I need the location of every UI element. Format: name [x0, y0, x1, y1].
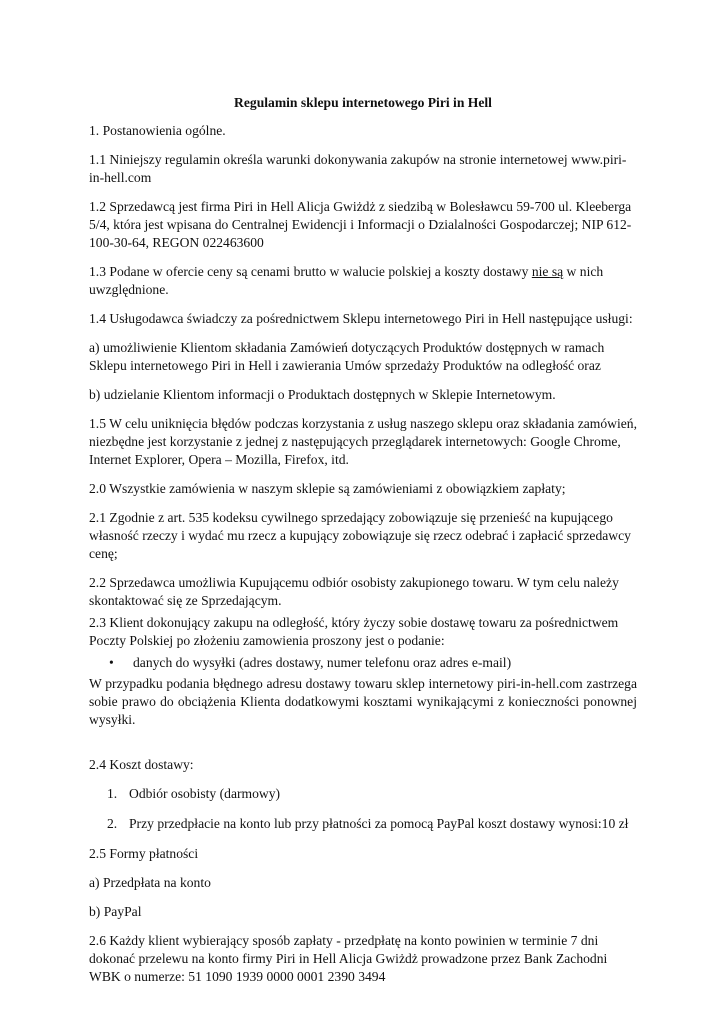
- paragraph-2-5-b: b) PayPal: [89, 904, 142, 919]
- list-item: [109, 654, 637, 672]
- paragraph-1-3: [89, 263, 637, 299]
- paragraph-1-3-text-end: w nich uwzględnione.: [89, 264, 604, 297]
- paragraph-2-4: 2.4 Koszt dostawy:: [89, 757, 194, 772]
- spacer: [89, 740, 637, 756]
- paragraph-2-3: 2.3 Klient dokonujący zakupu na odległość, który życzy sobie dostawę towaru za pośrednictwem Poczty Polskiej po złożeniu zamowienia proszony jest o podanie:: [89, 615, 619, 648]
- section-1-heading: 1. Postanowienia ogólne.: [89, 123, 226, 138]
- list-number: 2.: [107, 816, 118, 831]
- paragraph-1-4: 1.4 Usługodawca świadczy za pośrednictwem Sklepu internetowego Piri in Hell następujące usługi:: [89, 311, 633, 326]
- list-item-text: Odbiór osobisty (darmowy): [129, 786, 281, 801]
- list-item-text: Przy przedpłacie na konto lub przy płatności za pomocą PayPal koszt dostawy wynosi:10 zł: [129, 816, 629, 831]
- bullet-icon: •: [109, 655, 114, 670]
- paragraph-2-1: 2.1 Zgodnie z art. 535 kodeksu cywilnego sprzedający zobowiązuje się przenieść na kupującego własność rzeczy i wydać mu rzecz a kupujący zobowiązuje się rzecz odebrać i zapłacić sprzedawcy cenę;: [89, 510, 631, 561]
- list-item: [89, 815, 637, 833]
- delivery-cost-list: [89, 785, 637, 833]
- list-number: 1.: [107, 786, 118, 801]
- paragraph-1-4-a: a) umożliwienie Klientom składania Zamówień dotyczących Produktów dostępnych w ramach Sklepu internetowego Piri in Hell i zawierania Umów sprzedaży Produktów na odległość oraz: [89, 340, 605, 373]
- paragraph-2-0: 2.0 Wszystkie zamówienia w naszym sklepie są zamówieniami z obowiązkiem zapłaty;: [89, 481, 566, 496]
- paragraph-1-2: 1.2 Sprzedawcą jest firma Piri in Hell Alicja Gwiżdż z siedzibą w Bolesławcu 59-700 ul. Kleeberga 5/4, która jest wpisana do Centralnej Ewidencji i Informacji o Dzialalności Gospodarczej; NIP 612-100-30-64, REGON 022463600: [89, 199, 632, 250]
- paragraph-1-4-b: b) udzielanie Klientom informacji o Produktach dostępnych w Sklepie Internetowym.: [89, 387, 556, 402]
- paragraph-2-3-note: W przypadku podania błędnego adresu dostawy towaru sklep internetowy piri-in-hell.com zastrzega sobie prawo do obciążenia Klienta dodatkowymi kosztami wynikającymi z konieczności ponownej wysyłki.: [89, 676, 637, 727]
- paragraph-1-5: 1.5 W celu uniknięcia błędów podczas korzystania z usług naszego sklepu oraz składania zamówień, niezbędne jest korzystanie z jednej z następujących przeglądarek internetowych: Google Chrome, Internet Explorer, Opera – Mozilla, Firefox, itd.: [89, 416, 637, 467]
- document-page: [89, 94, 637, 997]
- underlined-nie-sa: nie są: [531, 264, 564, 279]
- list-item: [89, 785, 637, 803]
- paragraph-2-5-a: a) Przedpłata na konto: [89, 875, 211, 890]
- paragraph-1-1: 1.1 Niniejszy regulamin określa warunki dokonywania zakupów na stronie internetowej www.piri-in-hell.com: [89, 152, 627, 185]
- paragraph-1-3-text-start: 1.3 Podane w ofercie ceny są cenami brutto w walucie polskiej a koszty dostawy: [89, 264, 532, 279]
- paragraph-2-2: 2.2 Sprzedawca umożliwia Kupującemu odbiór osobisty zakupionego towaru. W tym celu należy skontaktować się ze Sprzedającym.: [89, 575, 619, 608]
- paragraph-2-6: 2.6 Każdy klient wybierający sposób zapłaty - przedpłatę na konto powinien w terminie 7 dni dokonać przelewu na konto firmy Piri in Hell Alicja Gwiżdż prowadzone przez Bank Zachodni WBK o numerze: 51 1090 1939 0000 0001 2390 3494: [89, 933, 608, 984]
- shipping-data-list: [89, 654, 637, 672]
- paragraph-2-5: 2.5 Formy płatności: [89, 846, 199, 861]
- list-item-text: danych do wysyłki (adres dostawy, numer telefonu oraz adres e-mail): [133, 655, 512, 670]
- document-title: Regulamin sklepu internetowego Piri in Hell: [234, 95, 492, 110]
